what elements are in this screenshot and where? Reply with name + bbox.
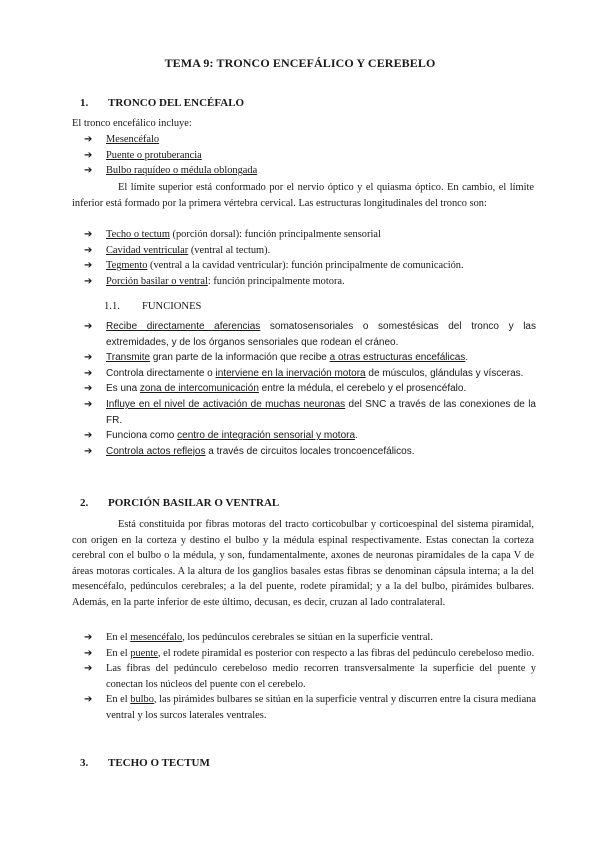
list-item: ➔ Tegmento (ventral a la cavidad ventricular): función principalmente de comunicación. [84,258,536,274]
list-item: ➔ Recibe directamente aferencias somatosensoriales o somestésicas del tronco y las extremidades, y de los órganos sensoriales que rodean el cráneo. [84,321,536,348]
arrow-icon: ➔ [84,229,93,240]
arrow-icon: ➔ [84,260,93,272]
section-1-heading [80,96,244,112]
page-title: TEMA 9: TRONCO ENCEFÁLICO Y CEREBELO [164,56,436,70]
list-item: ➔ Las fibras del pedúnculo cerebeloso medio recorren transversalmente la superficie del puente y conectan los núcleos del puente con el cerebelo. [84,663,536,690]
arrow-icon: ➔ [84,352,93,364]
arrow-icon: ➔ [84,647,93,659]
intro-text: El tronco encefálico incluye: [72,118,192,129]
section-2-heading: 2. PORCIÓN BASILAR O VENTRAL [80,497,280,509]
arrow-icon: ➔ [84,149,93,161]
list-item: ➔ En el bulbo, las pirámides bulbares se sitúan en la superficie ventral y discurren entre la cisura mediana ventral y los surcos laterales ventrales. [84,694,536,721]
list-item: ➔ Cavidad ventricular (ventral al tectum). [84,243,536,259]
list-item: ➔ Es una zona de intercomunicación entre la médula, el cerebelo y el prosencéfalo. [84,381,536,397]
parts-list [84,132,536,179]
arrow-icon: ➔ [84,445,93,457]
list-item: ➔ Funciona como centro de integración sensorial y motora. [84,428,536,444]
limits-paragraph: El límite superior está conformado por el nervio óptico y el quiasma óptico. En cambio, el límite inferior está formado por la primera vértebra cervical. Las estructuras longitudinales del tronco son: [72,182,534,209]
section-title: TRONCO DEL ENCÉFALO [108,97,245,109]
basilar-list [84,630,536,724]
arrow-icon: ➔ [84,367,93,379]
arrow-icon: ➔ [84,275,93,287]
subsection-heading: 1.1. FUNCIONES [104,301,202,312]
list-item: ➔ Influye en el nivel de activación de muchas neuronas del SNC a través de las conexiones de la FR. [84,398,536,426]
section-number: 1. [80,97,89,109]
list-item: ➔ En el puente, el rodete piramidal es posterior con respecto a las fibras del pedúnculo cerebeloso medio. [84,646,536,662]
basilar-paragraph: Está constituida por fibras motoras del tracto corticobulbar y corticoespinal del sistema piramidal, con origen en la corteza y destino el bulbo y la médula espinal respectivamente. Estas conectan la corteza cerebral con el bulbo o la médula, y son, fundamentalmente, axones de neuronas piramidales de la capa V de áreas motoras corticales. A la altura de los ganglios basales estas fibras se denominan cápsula interna; a la del mesencéfalo, pedúnculos cerebrales; a la del puente, rodete piramidal; y a la del bulbo, pirámides bulbares. Además, en la parte inferior de este último, decusan, es decir, cruzan al lado contralateral. [72,519,534,608]
list-item: ➔ Puente o protuberancia [84,148,536,164]
structures-list [84,227,536,289]
list-item: ➔ Bulbo raquídeo o médula oblongada [84,163,536,179]
arrow-icon: ➔ [84,430,93,442]
arrow-icon: ➔ [84,244,93,256]
list-item: ➔ Porción basilar o ventral: función principalmente motora. [84,274,536,290]
list-item: ➔ Controla actos reflejos a través de circuitos locales troncoencefálicos. [84,444,536,460]
arrow-icon: ➔ [84,134,93,145]
arrow-icon: ➔ [84,165,93,177]
arrow-icon: ➔ [84,383,93,395]
list-item: ➔ Transmite gran parte de la información que recibe a otras estructuras encefálicas. [84,350,536,366]
arrow-icon: ➔ [84,632,93,643]
arrow-icon: ➔ [84,663,93,675]
list-item: ➔ En el mesencéfalo, los pedúnculos cerebrales se sitúan en la superficie ventral. [84,630,536,646]
arrow-icon: ➔ [84,694,93,706]
list-item: ➔ Controla directamente o interviene en la inervación motora de músculos, glándulas y vísceras. [84,366,536,382]
functions-list [84,319,536,459]
list-item: ➔ Techo o tectum (porción dorsal): función principalmente sensorial [84,227,536,243]
arrow-icon: ➔ [84,321,93,332]
section-3-heading: 3. TECHO O TECTUM [80,757,210,769]
arrow-icon: ➔ [84,398,93,410]
list-item: ➔ Mesencéfalo [84,132,536,148]
